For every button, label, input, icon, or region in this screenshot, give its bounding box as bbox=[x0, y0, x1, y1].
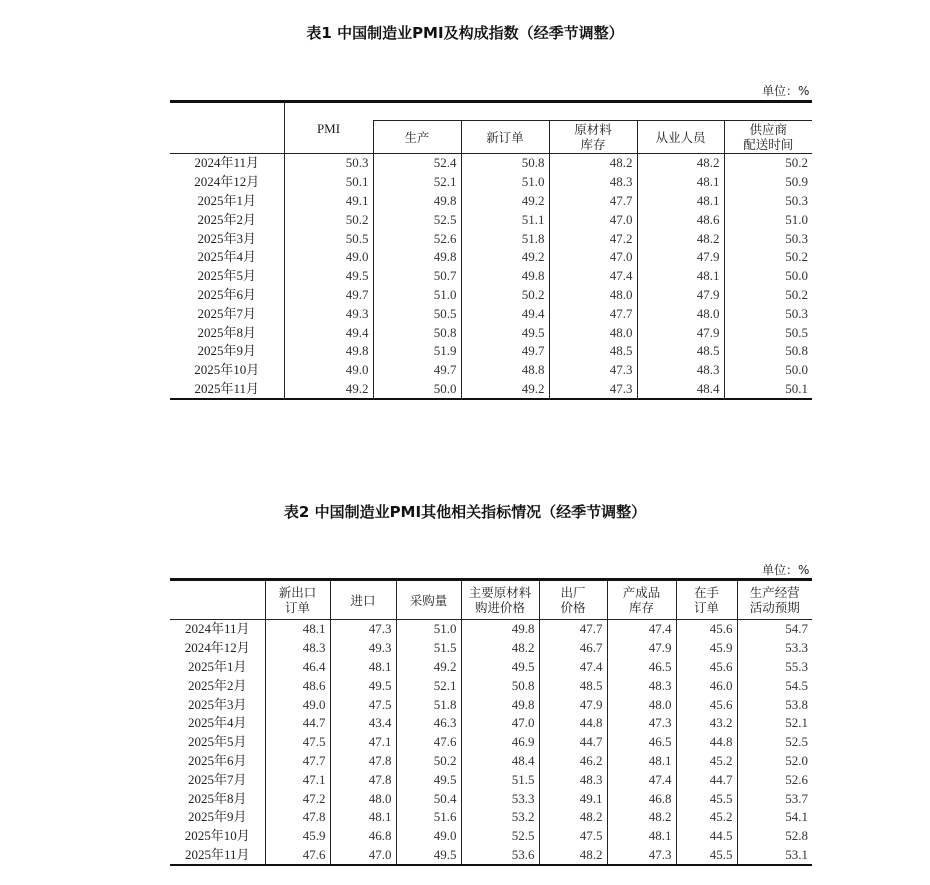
cell-value: 46.0 bbox=[676, 676, 737, 695]
cell-value: 48.2 bbox=[539, 846, 607, 866]
cell-value: 48.5 bbox=[539, 676, 607, 695]
cell-value: 49.2 bbox=[284, 380, 373, 400]
cell-value: 52.5 bbox=[373, 210, 461, 229]
cell-value: 53.3 bbox=[461, 789, 539, 808]
cell-value: 51.1 bbox=[461, 210, 549, 229]
table-row bbox=[170, 248, 812, 267]
cell-value: 49.2 bbox=[396, 658, 461, 677]
cell-value: 45.9 bbox=[265, 827, 330, 846]
row-month-label: 2025年7月 bbox=[187, 771, 247, 787]
cell-value: 48.1 bbox=[607, 752, 676, 771]
cell-value: 49.8 bbox=[373, 192, 461, 211]
cell-value: 47.2 bbox=[549, 229, 637, 248]
cell-value: 50.9 bbox=[724, 173, 812, 192]
cell-value: 48.1 bbox=[330, 658, 396, 677]
table1-header-raw-material-inventory: 原材料 库存 bbox=[549, 121, 637, 154]
cell-value: 48.3 bbox=[539, 770, 607, 789]
cell-value: 54.7 bbox=[737, 620, 812, 639]
cell-value: 46.5 bbox=[607, 658, 676, 677]
row-month-label: 2025年5月 bbox=[187, 734, 247, 750]
row-month-label: 2025年3月 bbox=[187, 696, 247, 712]
cell-value: 48.6 bbox=[637, 210, 724, 229]
cell-value: 53.1 bbox=[737, 846, 812, 866]
cell-value: 49.8 bbox=[284, 342, 373, 361]
table2-header-input-prices: 主要原材料 购进价格 bbox=[461, 580, 539, 620]
cell-value: 51.0 bbox=[461, 173, 549, 192]
row-month-label: 2025年10月 bbox=[194, 362, 260, 378]
row-month-label: 2025年1月 bbox=[197, 192, 256, 208]
cell-value: 44.7 bbox=[539, 733, 607, 752]
cell-value: 48.3 bbox=[265, 639, 330, 658]
table-row bbox=[170, 770, 812, 789]
cell-value: 50.8 bbox=[724, 342, 812, 361]
cell-value: 50.3 bbox=[724, 229, 812, 248]
cell-value: 49.1 bbox=[284, 192, 373, 211]
cell-value: 49.2 bbox=[461, 192, 549, 211]
cell-value: 50.8 bbox=[461, 154, 549, 173]
cell-value: 46.5 bbox=[607, 733, 676, 752]
cell-value: 45.6 bbox=[676, 620, 737, 639]
cell-value: 50.3 bbox=[284, 154, 373, 173]
cell-value: 52.4 bbox=[373, 154, 461, 173]
table-row bbox=[170, 304, 812, 323]
cell-value: 50.3 bbox=[724, 304, 812, 323]
cell-value: 52.6 bbox=[737, 770, 812, 789]
cell-value: 52.0 bbox=[737, 752, 812, 771]
cell-value: 52.6 bbox=[373, 229, 461, 248]
cell-value: 48.1 bbox=[607, 827, 676, 846]
cell-value: 48.2 bbox=[461, 639, 539, 658]
cell-value: 47.3 bbox=[549, 361, 637, 380]
cell-value: 45.5 bbox=[676, 846, 737, 866]
cell-value: 50.7 bbox=[373, 267, 461, 286]
cell-value: 51.0 bbox=[724, 210, 812, 229]
cell-value: 53.3 bbox=[737, 639, 812, 658]
cell-value: 47.9 bbox=[637, 286, 724, 305]
cell-value: 48.2 bbox=[549, 154, 637, 173]
cell-value: 49.5 bbox=[396, 846, 461, 866]
cell-value: 48.2 bbox=[637, 229, 724, 248]
row-month-label: 2025年4月 bbox=[197, 249, 256, 265]
cell-value: 50.5 bbox=[284, 229, 373, 248]
cell-value: 48.1 bbox=[637, 192, 724, 211]
cell-value: 49.0 bbox=[284, 248, 373, 267]
cell-value: 43.4 bbox=[330, 714, 396, 733]
table-row bbox=[170, 714, 812, 733]
table-row bbox=[170, 639, 812, 658]
cell-value: 47.8 bbox=[330, 752, 396, 771]
table1-header-pmi: PMI bbox=[284, 102, 373, 154]
cell-value: 50.2 bbox=[724, 286, 812, 305]
cell-value: 49.5 bbox=[461, 658, 539, 677]
table-row bbox=[170, 846, 812, 866]
cell-value: 46.3 bbox=[396, 714, 461, 733]
cell-value: 48.1 bbox=[637, 173, 724, 192]
cell-value: 47.9 bbox=[637, 248, 724, 267]
cell-value: 44.8 bbox=[676, 733, 737, 752]
cell-value: 50.0 bbox=[724, 361, 812, 380]
cell-value: 49.3 bbox=[284, 304, 373, 323]
row-month-label: 2025年4月 bbox=[187, 715, 247, 731]
cell-value: 43.2 bbox=[676, 714, 737, 733]
table1-header-production: 生产 bbox=[373, 121, 461, 154]
cell-value: 48.4 bbox=[637, 380, 724, 400]
cell-value: 46.7 bbox=[539, 639, 607, 658]
cell-value: 47.4 bbox=[607, 620, 676, 639]
cell-value: 49.2 bbox=[461, 248, 549, 267]
table-row bbox=[170, 267, 812, 286]
cell-value: 49.5 bbox=[396, 770, 461, 789]
cell-value: 48.4 bbox=[461, 752, 539, 771]
cell-value: 50.8 bbox=[373, 323, 461, 342]
cell-value: 47.7 bbox=[549, 192, 637, 211]
cell-value: 50.3 bbox=[724, 192, 812, 211]
cell-value: 47.5 bbox=[539, 827, 607, 846]
table-row bbox=[170, 342, 812, 361]
cell-value: 45.2 bbox=[676, 808, 737, 827]
cell-value: 53.6 bbox=[461, 846, 539, 866]
cell-value: 46.9 bbox=[461, 733, 539, 752]
cell-value: 48.0 bbox=[607, 695, 676, 714]
table-row bbox=[170, 286, 812, 305]
row-month-label: 2025年11月 bbox=[184, 846, 250, 862]
cell-value: 50.2 bbox=[284, 210, 373, 229]
table-row bbox=[170, 658, 812, 677]
row-month-label: 2025年5月 bbox=[197, 268, 256, 284]
cell-value: 50.2 bbox=[724, 248, 812, 267]
cell-value: 45.6 bbox=[676, 695, 737, 714]
cell-value: 50.2 bbox=[396, 752, 461, 771]
table-row bbox=[170, 173, 812, 192]
cell-value: 47.7 bbox=[549, 304, 637, 323]
cell-value: 46.4 bbox=[265, 658, 330, 677]
cell-value: 44.5 bbox=[676, 827, 737, 846]
row-month-label: 2025年2月 bbox=[187, 677, 247, 693]
table2-title: 表2 中国制造业PMI其他相关指标情况（经季节调整） bbox=[283, 503, 647, 521]
cell-value: 49.8 bbox=[461, 695, 539, 714]
cell-value: 48.2 bbox=[607, 808, 676, 827]
cell-value: 45.2 bbox=[676, 752, 737, 771]
cell-value: 51.5 bbox=[461, 770, 539, 789]
table2-header-imports: 进口 bbox=[330, 580, 396, 620]
table1-header-supplier-delivery-time: 供应商 配送时间 bbox=[724, 121, 812, 154]
cell-value: 47.3 bbox=[330, 620, 396, 639]
cell-value: 47.3 bbox=[607, 846, 676, 866]
table-row bbox=[170, 229, 812, 248]
row-month-label: 2025年3月 bbox=[197, 230, 256, 246]
cell-value: 48.8 bbox=[461, 361, 549, 380]
table-row bbox=[170, 210, 812, 229]
table-row bbox=[170, 789, 812, 808]
cell-value: 49.8 bbox=[373, 248, 461, 267]
cell-value: 49.0 bbox=[284, 361, 373, 380]
row-month-label: 2024年11月 bbox=[194, 155, 260, 171]
cell-value: 47.6 bbox=[265, 846, 330, 866]
table1-header-new-orders: 新订单 bbox=[461, 121, 549, 154]
row-month-label: 2025年1月 bbox=[187, 658, 247, 674]
table1-title: 表1 中国制造业PMI及构成指数（经季节调整） bbox=[306, 24, 624, 42]
row-month-label: 2025年8月 bbox=[187, 790, 247, 806]
cell-value: 52.5 bbox=[737, 733, 812, 752]
cell-value: 45.9 bbox=[676, 639, 737, 658]
table-row bbox=[170, 620, 812, 639]
cell-value: 50.8 bbox=[461, 676, 539, 695]
cell-value: 47.3 bbox=[607, 714, 676, 733]
cell-value: 47.0 bbox=[549, 248, 637, 267]
cell-value: 49.7 bbox=[461, 342, 549, 361]
cell-value: 49.8 bbox=[461, 267, 549, 286]
cell-value: 47.8 bbox=[265, 808, 330, 827]
table-row bbox=[170, 676, 812, 695]
cell-value: 49.2 bbox=[461, 380, 549, 400]
row-month-label: 2025年9月 bbox=[187, 809, 247, 825]
cell-value: 48.0 bbox=[549, 323, 637, 342]
cell-value: 48.3 bbox=[637, 361, 724, 380]
cell-value: 49.5 bbox=[330, 676, 396, 695]
table2-header-purchase-quantity: 采购量 bbox=[396, 580, 461, 620]
cell-value: 47.1 bbox=[330, 733, 396, 752]
table2-header-finished-goods-inventory: 产成品 库存 bbox=[607, 580, 676, 620]
cell-value: 47.4 bbox=[549, 267, 637, 286]
cell-value: 47.7 bbox=[265, 752, 330, 771]
cell-value: 48.1 bbox=[265, 620, 330, 639]
cell-value: 53.8 bbox=[737, 695, 812, 714]
cell-value: 47.9 bbox=[539, 695, 607, 714]
cell-value: 48.5 bbox=[549, 342, 637, 361]
cell-value: 45.6 bbox=[676, 658, 737, 677]
cell-value: 47.8 bbox=[330, 770, 396, 789]
table-row bbox=[170, 154, 812, 173]
cell-value: 47.3 bbox=[549, 380, 637, 400]
row-month-label: 2025年6月 bbox=[187, 752, 247, 768]
table2-unit-label: 单位：% bbox=[762, 563, 810, 577]
table2-header-business-expectations: 生产经营 活动预期 bbox=[737, 580, 812, 620]
cell-value: 49.4 bbox=[461, 304, 549, 323]
table-row bbox=[170, 192, 812, 211]
cell-value: 47.0 bbox=[549, 210, 637, 229]
row-month-label: 2025年8月 bbox=[197, 324, 256, 340]
cell-value: 48.3 bbox=[607, 676, 676, 695]
cell-value: 47.0 bbox=[461, 714, 539, 733]
cell-value: 51.8 bbox=[396, 695, 461, 714]
cell-value: 51.0 bbox=[396, 620, 461, 639]
cell-value: 52.1 bbox=[396, 676, 461, 695]
row-month-label: 2025年11月 bbox=[194, 380, 260, 396]
cell-value: 48.1 bbox=[637, 267, 724, 286]
cell-value: 53.7 bbox=[737, 789, 812, 808]
table2-pmi-other-indicators bbox=[170, 578, 812, 866]
table-row bbox=[170, 752, 812, 771]
cell-value: 44.7 bbox=[676, 770, 737, 789]
table-row bbox=[170, 695, 812, 714]
table1-corner-cell bbox=[170, 102, 284, 154]
cell-value: 51.8 bbox=[461, 229, 549, 248]
row-month-label: 2025年6月 bbox=[197, 286, 256, 302]
cell-value: 52.5 bbox=[461, 827, 539, 846]
table2-header-new-export-orders: 新出口 订单 bbox=[265, 580, 330, 620]
cell-value: 50.0 bbox=[724, 267, 812, 286]
cell-value: 47.4 bbox=[607, 770, 676, 789]
table-row bbox=[170, 380, 812, 400]
cell-value: 47.5 bbox=[265, 733, 330, 752]
cell-value: 47.6 bbox=[396, 733, 461, 752]
cell-value: 50.2 bbox=[724, 154, 812, 173]
cell-value: 54.1 bbox=[737, 808, 812, 827]
cell-value: 47.9 bbox=[637, 323, 724, 342]
cell-value: 48.5 bbox=[637, 342, 724, 361]
cell-value: 50.0 bbox=[373, 380, 461, 400]
cell-value: 49.4 bbox=[284, 323, 373, 342]
cell-value: 47.2 bbox=[265, 789, 330, 808]
cell-value: 48.3 bbox=[549, 173, 637, 192]
table-row bbox=[170, 323, 812, 342]
table-row bbox=[170, 361, 812, 380]
cell-value: 47.4 bbox=[539, 658, 607, 677]
cell-value: 46.8 bbox=[607, 789, 676, 808]
row-month-label: 2025年10月 bbox=[184, 828, 250, 844]
cell-value: 48.0 bbox=[330, 789, 396, 808]
row-month-label: 2025年9月 bbox=[197, 343, 256, 359]
cell-value: 44.7 bbox=[265, 714, 330, 733]
cell-value: 49.7 bbox=[284, 286, 373, 305]
cell-value: 51.6 bbox=[396, 808, 461, 827]
row-month-label: 2025年2月 bbox=[197, 211, 256, 227]
cell-value: 52.1 bbox=[373, 173, 461, 192]
cell-value: 48.2 bbox=[637, 154, 724, 173]
cell-value: 47.9 bbox=[607, 639, 676, 658]
table1-pmi-components bbox=[170, 100, 812, 400]
cell-value: 52.8 bbox=[737, 827, 812, 846]
row-month-label: 2024年12月 bbox=[194, 174, 260, 190]
cell-value: 50.4 bbox=[396, 789, 461, 808]
cell-value: 51.0 bbox=[373, 286, 461, 305]
row-month-label: 2025年7月 bbox=[197, 305, 256, 321]
cell-value: 45.5 bbox=[676, 789, 737, 808]
table-row bbox=[170, 733, 812, 752]
cell-value: 47.7 bbox=[539, 620, 607, 639]
table-row bbox=[170, 827, 812, 846]
cell-value: 54.5 bbox=[737, 676, 812, 695]
cell-value: 47.1 bbox=[265, 770, 330, 789]
cell-value: 49.8 bbox=[461, 620, 539, 639]
cell-value: 49.1 bbox=[539, 789, 607, 808]
cell-value: 50.5 bbox=[373, 304, 461, 323]
cell-value: 49.7 bbox=[373, 361, 461, 380]
table-row bbox=[170, 808, 812, 827]
table2-header-output-prices: 出厂 价格 bbox=[539, 580, 607, 620]
cell-value: 51.9 bbox=[373, 342, 461, 361]
cell-value: 50.1 bbox=[724, 380, 812, 400]
cell-value: 49.3 bbox=[330, 639, 396, 658]
cell-value: 49.5 bbox=[284, 267, 373, 286]
table2-corner-cell bbox=[170, 580, 265, 620]
cell-value: 50.1 bbox=[284, 173, 373, 192]
cell-value: 48.2 bbox=[539, 808, 607, 827]
cell-value: 48.0 bbox=[637, 304, 724, 323]
cell-value: 47.5 bbox=[330, 695, 396, 714]
cell-value: 48.1 bbox=[330, 808, 396, 827]
cell-value: 47.0 bbox=[330, 846, 396, 866]
cell-value: 53.2 bbox=[461, 808, 539, 827]
table2-header-backlog-orders: 在手 订单 bbox=[676, 580, 737, 620]
cell-value: 55.3 bbox=[737, 658, 812, 677]
cell-value: 48.0 bbox=[549, 286, 637, 305]
cell-value: 50.2 bbox=[461, 286, 549, 305]
cell-value: 49.0 bbox=[396, 827, 461, 846]
row-month-label: 2024年11月 bbox=[184, 621, 250, 637]
cell-value: 46.8 bbox=[330, 827, 396, 846]
cell-value: 51.5 bbox=[396, 639, 461, 658]
table1-header-employment: 从业人员 bbox=[637, 121, 724, 154]
cell-value: 49.0 bbox=[265, 695, 330, 714]
table1-unit-label: 单位：% bbox=[762, 84, 810, 98]
cell-value: 49.5 bbox=[461, 323, 549, 342]
cell-value: 44.8 bbox=[539, 714, 607, 733]
cell-value: 48.6 bbox=[265, 676, 330, 695]
cell-value: 50.5 bbox=[724, 323, 812, 342]
row-month-label: 2024年12月 bbox=[184, 640, 250, 656]
cell-value: 46.2 bbox=[539, 752, 607, 771]
cell-value: 52.1 bbox=[737, 714, 812, 733]
